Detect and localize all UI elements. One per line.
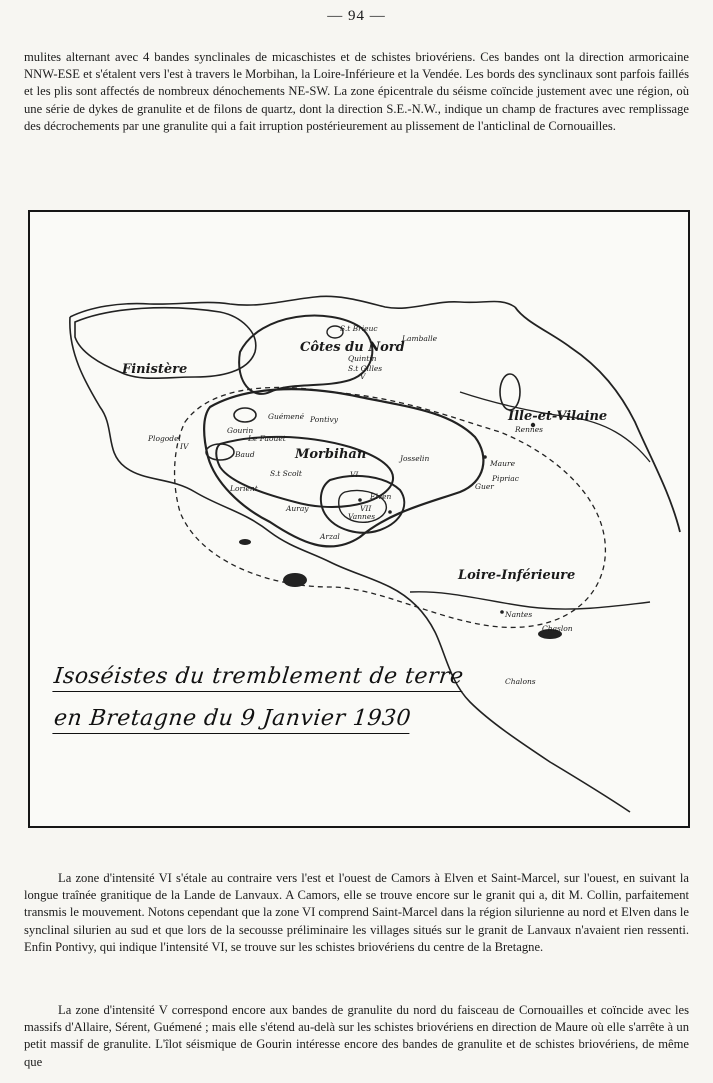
isoseismal-zone-v: [204, 389, 483, 546]
intensity-mark-iv: IV: [180, 442, 189, 451]
label-quintin: Quintin: [348, 354, 377, 363]
label-rennes: Rennes: [515, 425, 544, 434]
map-caption-text-1: Isoséistes du tremblement de terre: [52, 664, 464, 692]
label-st-scolt: S.t Scolt: [270, 469, 302, 478]
page-number: — 94 —: [327, 8, 386, 24]
map-caption-line-2: [53, 706, 413, 731]
label-lorient: Lorient: [230, 484, 258, 493]
label-cotes-du-nord: Côtes du Nord: [300, 340, 405, 355]
label-maure: Maure: [490, 459, 516, 468]
label-morbihan: Morbihan: [295, 447, 367, 462]
isoseismal-map-figure: [28, 210, 690, 828]
paragraph-3: La zone d'intensité V correspond encore aux bandes de granulite du nord du faisceau de Cornouailles et coïncide avec les massifs d'Allaire, Sérent, Guémené ; mais elle s'étend au-delà sur les schistes briovériens en direction de Maure où elle s'arrête à un petit massif de granulite. L'îlot séismique de Gourin intéresse encore des bandes de granulite et de schistes briovériens, de même que: [24, 1003, 689, 1069]
label-st-brieuc: S.t Brieuc: [340, 324, 378, 333]
label-guemene: Guémené: [268, 412, 305, 421]
label-nantes: Nantes: [505, 610, 533, 619]
ille-et-vilaine-boundary: [460, 392, 650, 462]
isoseismal-islet-baud: [206, 444, 234, 460]
isoseismal-islet-gourin: [234, 408, 256, 422]
isoseismal-islet-northeast: [500, 374, 520, 410]
label-josselin: Josselin: [400, 454, 430, 463]
label-chalons: Chalons: [505, 677, 536, 686]
label-finistere: Finistère: [122, 362, 188, 377]
label-chaslon: Chaslon: [542, 624, 573, 633]
label-st-gilles: S.t Gilles: [348, 364, 383, 373]
label-elven: Elven: [370, 492, 392, 501]
intensity-mark-vii: VII: [360, 504, 372, 513]
loire-river: [410, 592, 650, 609]
paragraph-2: La zone d'intensité VI s'étale au contraire vers l'est et l'ouest de Camors à Elven et Saint-Marcel, sur l'ouest, en suivant la longue traînée granitique de la Lande de Lanvaux. A Camors, elle se trouve encore sur le granit qui a, dit M. Collin, parfaitement transmis le mouvement. Notons cependant que la zone VI comprend Saint-Marcel dans la région silurienne au nord et Elven dans le synclinal silurien au sud et que lors de la secousse préliminaire les villages situés sur le granit de Lanvaux n'avaient rien ressenti. Enfin Pontivy, qui indique l'intensité VI, se trouve sur les schistes briovériens du centre de la Bretagne.: [24, 871, 689, 954]
intensity-mark-vi: VI: [350, 470, 359, 479]
label-gourin: Gourin: [227, 426, 254, 435]
intensity-mark-v: V: [360, 372, 366, 381]
label-pipriac: Pipriac: [492, 474, 519, 483]
island-groix: [239, 539, 251, 545]
label-plogodel: Plogodel: [148, 434, 181, 443]
label-guer: Guer: [475, 482, 494, 491]
label-auray: Auray: [286, 504, 309, 513]
island-belle-ile: [283, 573, 307, 587]
label-loire-inferieure: Loire-Inférieure: [458, 568, 576, 583]
label-pontivy: Pontivy: [310, 415, 338, 424]
label-lamballe: Lamballe: [402, 334, 438, 343]
paragraph-1: mulites alternant avec 4 bandes synclinales de micaschistes et de schistes briovériens. Ces bandes ont la direction armoricaine NNW-ESE et s'étalent vers l'est à travers le Morbihan, la Loire-Inférieure et la Vendée. Les bords des synclinaux sont parfois faillés et les plis sont affectés de nombreux dénochements NE-SW. La zone épicentrale du séisme coïncide justement avec une région, où une série de dykes de granulite et de filons de quartz, dont la direction S.E.-N.W., indique un champ de fractures avec remplissage des décrochements par une granulite qui a fait irruption postérieurement au plissement de l'anticlinal de Cornouailles.: [24, 50, 689, 133]
label-baud: Baud: [235, 450, 255, 459]
label-arzal: Arzal: [320, 532, 340, 541]
map-caption-text-2: en Bretagne du 9 Janvier 1930: [52, 706, 412, 734]
label-ille-et-vilaine: Ille-et-Vilaine: [508, 409, 608, 424]
label-le-faouet: Le Faouet: [248, 434, 286, 443]
map-caption-line-1: [53, 664, 465, 689]
label-vannes: Vannes: [348, 512, 376, 521]
